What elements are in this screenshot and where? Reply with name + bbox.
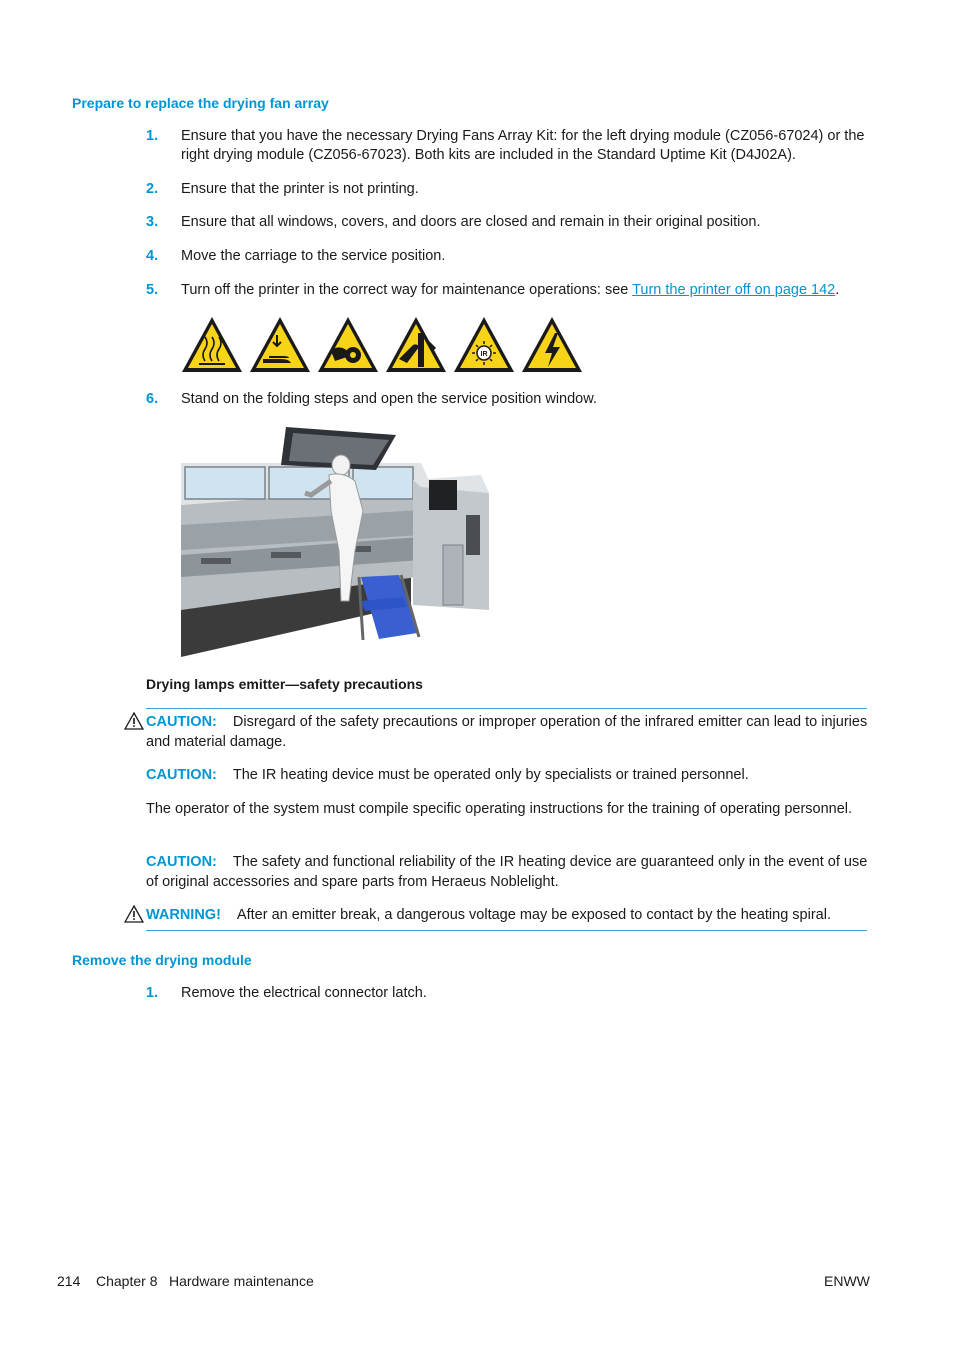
step-number: 4. — [146, 248, 159, 264]
step-number: 6. — [146, 391, 159, 407]
warning-icons-row — [181, 315, 587, 375]
electric-shock-icon — [522, 317, 582, 372]
section-heading-remove: Remove the drying module — [72, 952, 252, 968]
warning-note: WARNING! After an emitter break, a dangerous voltage may be exposed to contact by the heating spiral. — [146, 907, 831, 923]
footer-locale: ENWW — [824, 1273, 870, 1289]
printer-service-position-illustration — [181, 425, 489, 657]
ir-radiation-icon — [454, 317, 514, 372]
section-heading-prepare: Prepare to replace the drying fan array — [72, 95, 329, 111]
caution-label: CAUTION: — [146, 714, 217, 730]
footer-chapter-title: Hardware maintenance — [169, 1273, 314, 1289]
step-number: 3. — [146, 214, 159, 230]
hand-crush-icon — [250, 317, 310, 372]
operator-instructions-text: The operator of the system must compile specific operating instructions for the training of operating personnel. — [146, 801, 853, 817]
step-text: Remove the electrical connector latch. — [181, 985, 427, 1001]
warning-label: WARNING! — [146, 907, 221, 923]
step-number: 1. — [146, 128, 159, 144]
caution-icon — [124, 712, 144, 730]
caution-label: CAUTION: — [146, 854, 217, 870]
ir-icon-text: IR — [480, 351, 488, 358]
caution-1: CAUTION: Disregard of the safety precautions or improper operation of the infrared emitter can lead to injuries and material damage. — [146, 714, 868, 750]
step-text: Turn off the printer in the correct way for maintenance operations: see Turn the printer off on page 142. — [181, 282, 840, 298]
page-number: 214 — [57, 1273, 81, 1289]
step-text: Ensure that you have the necessary Drying Fans Array Kit: for the left drying module (CZ056-67024) or the right drying module (CZ056-67023). Both kits are included in the Standard Uptime Kit (D4J02A). — [181, 128, 865, 163]
step-number: 5. — [146, 282, 159, 298]
step-number: 1. — [146, 985, 159, 1001]
entanglement-icon — [318, 317, 378, 372]
warning-icon — [124, 905, 144, 923]
divider — [146, 930, 867, 931]
caution-2: CAUTION: The IR heating device must be operated only by specialists or trained personnel. — [146, 767, 749, 783]
caution-label: CAUTION: — [146, 767, 217, 783]
caution-3: CAUTION: The safety and functional reliability of the IR heating device are guaranteed only in the event of use of original accessories and spare parts from Heraeus Noblelight. — [146, 854, 868, 890]
safety-precautions-title: Drying lamps emitter—safety precautions — [146, 676, 423, 692]
step-text: Ensure that the printer is not printing. — [181, 181, 419, 197]
step-text: Ensure that all windows, covers, and doors are closed and remain in their original position. — [181, 214, 761, 230]
step-text: Stand on the folding steps and open the service position window. — [181, 391, 597, 407]
footer-chapter: Chapter 8 — [96, 1273, 158, 1289]
divider — [146, 708, 867, 709]
pinch-point-icon — [386, 317, 446, 372]
hot-surface-icon — [182, 317, 242, 372]
turn-printer-off-link[interactable]: Turn the printer off on page 142 — [632, 282, 836, 298]
step-text: Move the carriage to the service position. — [181, 248, 446, 264]
step-number: 2. — [146, 181, 159, 197]
